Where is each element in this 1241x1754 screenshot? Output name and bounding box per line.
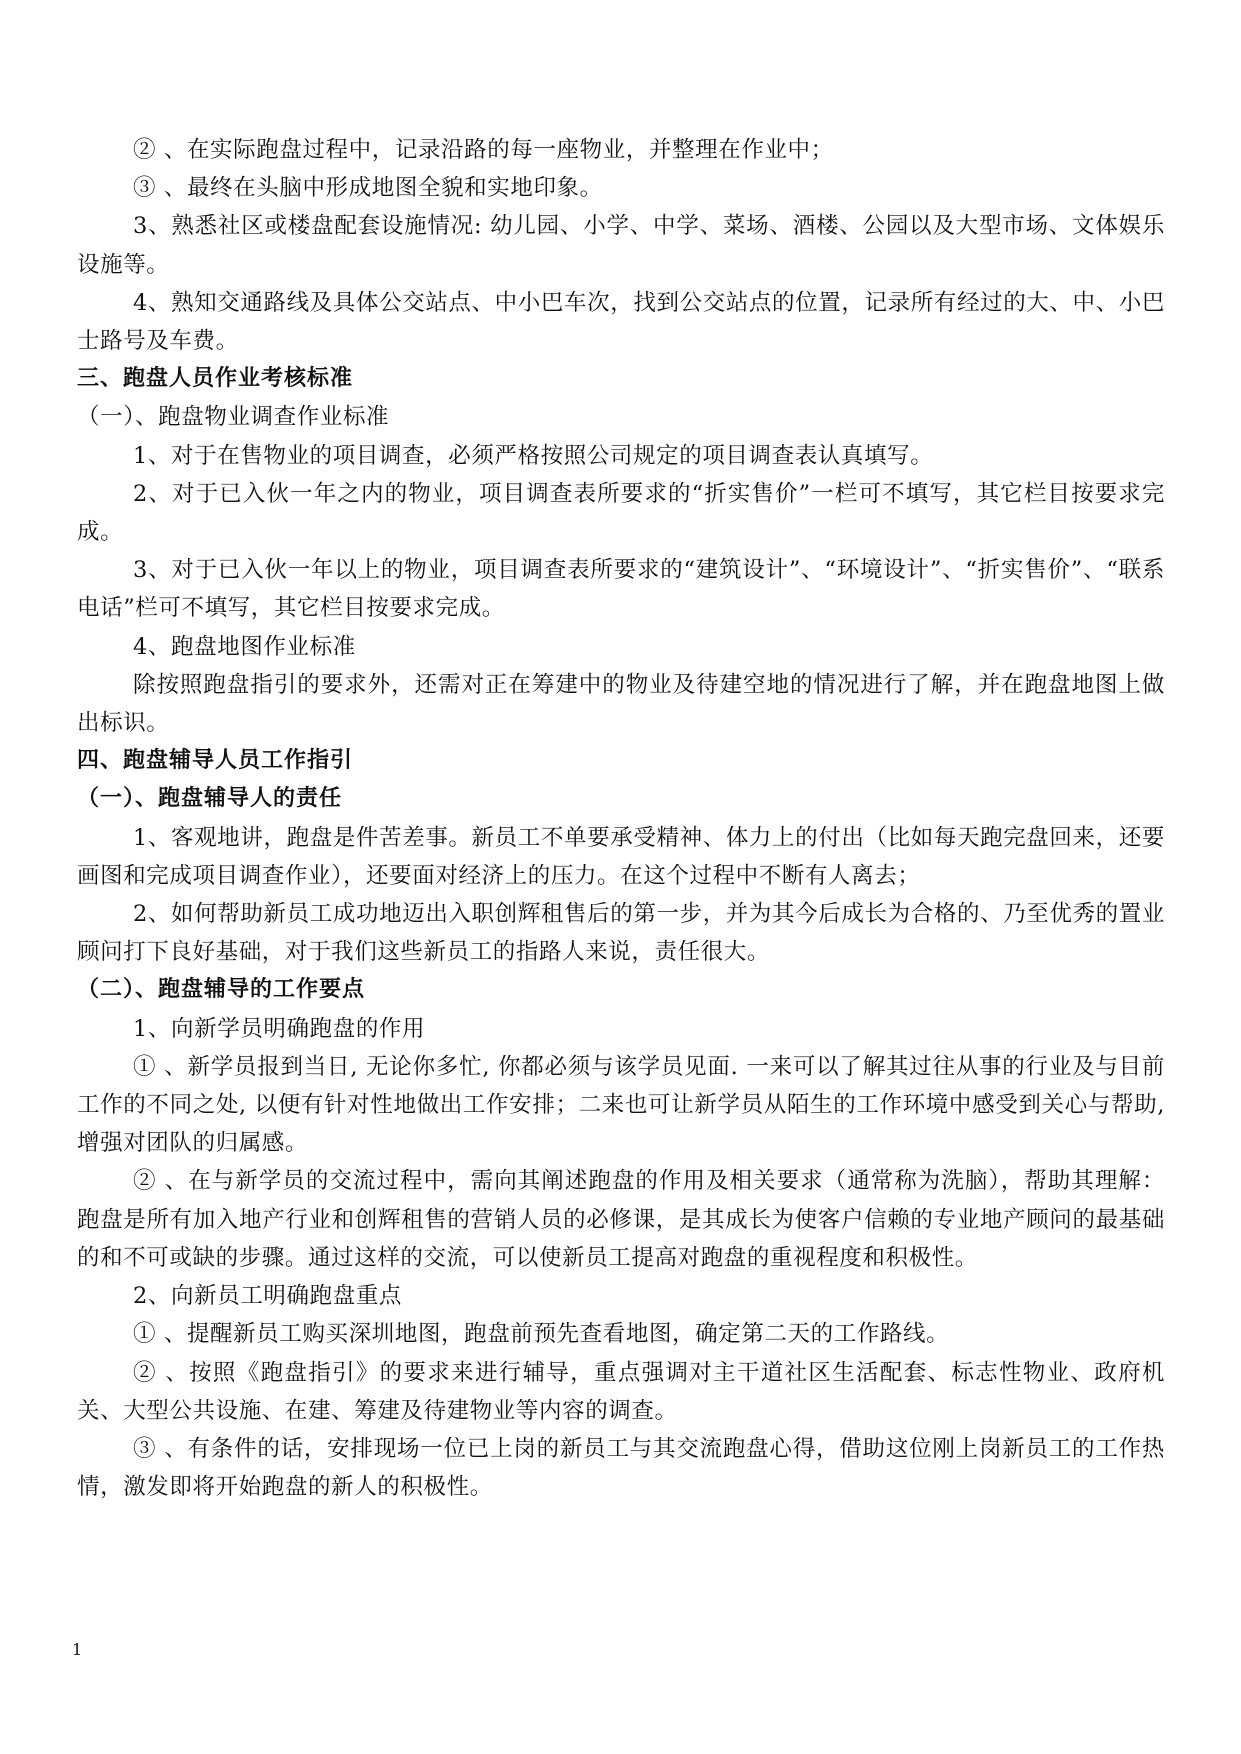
paragraph: 4、熟知交通路线及具体公交站点、中小巴车次，找到公交站点的位置，记录所有经过的大、中、小巴士路号及车费。 (77, 289, 1165, 355)
subsection-heading: （一）、跑盘辅导人的责任 (77, 786, 343, 812)
paragraph: ③ 、最终在头脑中形成地图全貌和实地印象。 (133, 175, 603, 202)
subsection-heading: （二）、跑盘辅导的工作要点 (77, 977, 366, 1003)
paragraph: 2、向新员工明确跑盘重点 (133, 1283, 403, 1310)
paragraph: 除按照跑盘指引的要求外，还需对正在筹建中的物业及待建空地的情况进行了解，并在跑盘地图上做出标识。 (77, 671, 1165, 737)
section-heading: 四、跑盘辅导人员工作指引 (77, 748, 354, 774)
paragraph: 1、对于在售物业的项目调查，必须严格按照公司规定的项目调查表认真填写。 (133, 442, 934, 469)
paragraph: ② 、在实际跑盘过程中，记录沿路的每一座物业，并整理在作业中； (133, 137, 834, 163)
paragraph: ③ 、有条件的话，安排现场一位已上岗的新员工与其交流跑盘心得，借助这位刚上岗新员工的工作热情，激发即将开始跑盘的新人的积极性。 (77, 1435, 1165, 1501)
paragraph: 2、如何帮助新员工成功地迈出入职创辉租售后的第一步，并为其今后成长为合格的、乃至优秀的置业顾问打下良好基础，对于我们这些新员工的指路人来说，责任很大。 (77, 901, 1165, 966)
paragraph: 4、跑盘地图作业标准 (133, 633, 356, 660)
paragraph: 1、向新学员明确跑盘的作用 (133, 1015, 426, 1042)
paragraph: 3、熟悉社区或楼盘配套设施情况: 幼儿园、小学、中学、菜场、酒楼、公园以及大型市场、文体娱乐设施等。 (77, 213, 1165, 278)
document-body (77, 131, 1165, 1506)
paragraph: 1、客观地讲，跑盘是件苦差事。新员工不单要承受精神、体力上的付出（比如每天跑完盘回来，还要画图和完成项目调查作业），还要面对经济上的压力。在这个过程中不断有人离去； (77, 824, 1165, 889)
paragraph: 2、对于已入伙一年之内的物业，项目调查表所要求的“折实售价”一栏可不填写，其它栏目按要求完成。 (77, 480, 1165, 546)
paragraph: ① 、新学员报到当日, 无论你多忙, 你都必须与该学员见面. 一来可以了解其过往从事的行业及与目前工作的不同之处, 以便有针对性地做出工作安排；二来也可让新学员从陌生的工作环境中感受到关心与帮助, 增强对团队的归属感。 (77, 1053, 1165, 1157)
paragraph: ② 、按照《跑盘指引》的要求来进行辅导，重点强调对主干道社区生活配套、标志性物业、政府机关、大型公共设施、在建、筹建及待建物业等内容的调查。 (77, 1359, 1165, 1424)
page-number: 1 (72, 1640, 83, 1659)
paragraph: ① 、提醒新员工购买深圳地图，跑盘前预先查看地图，确定第二天的工作路线。 (133, 1321, 950, 1348)
paragraph: 3、对于已入伙一年以上的物业，项目调查表所要求的“建筑设计”、“环境设计”、“折实售价”、“联系电话”栏可不填写，其它栏目按要求完成。 (77, 557, 1165, 622)
subsection-heading: （一）、跑盘物业调查作业标准 (77, 404, 390, 431)
section-heading: 三、跑盘人员作业考核标准 (77, 366, 354, 392)
paragraph: ② 、在与新学员的交流过程中，需向其阐述跑盘的作用及相关要求（通常称为洗脑），帮助其理解：跑盘是所有加入地产行业和创辉租售的营销人员的必修课，是其成长为使客户信赖的专业地产顾问的最基础的和不可或缺的步骤。通过这样的交流，可以使新员工提高对跑盘的重视程度和积极性。 (77, 1168, 1165, 1271)
